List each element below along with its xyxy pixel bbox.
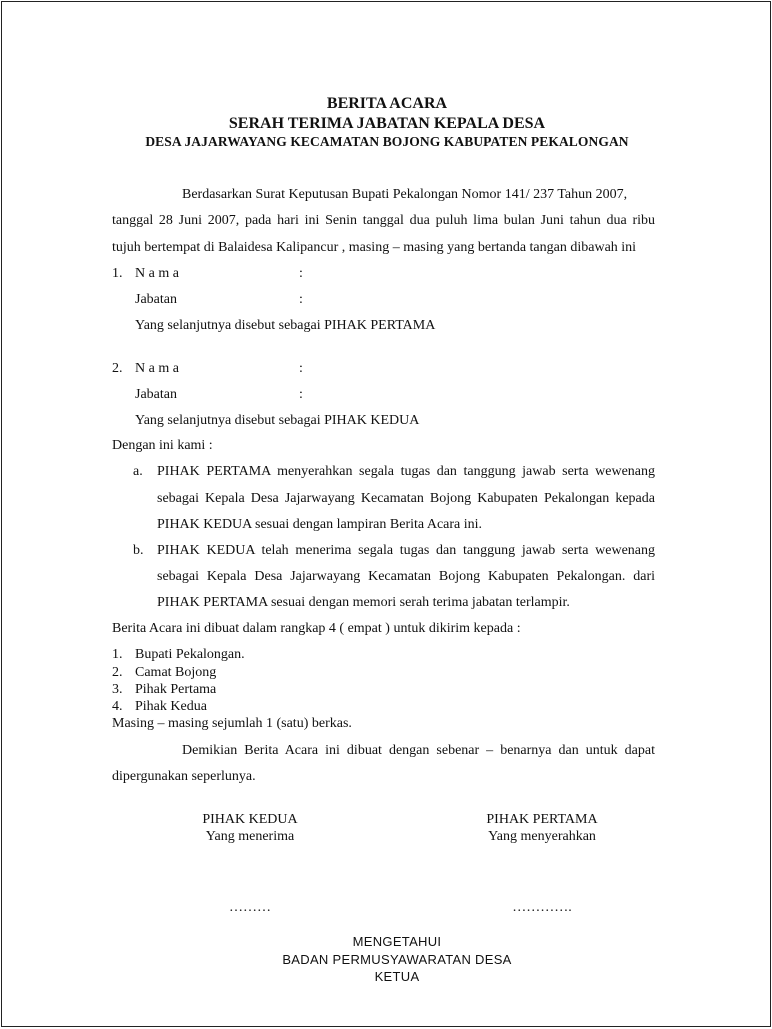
recipient-1-name: Bupati Pekalongan. <box>135 647 245 662</box>
acknowledge-label: MENGETAHUI <box>352 934 442 949</box>
board-label: BADAN PERMUSYAWARATAN DESA <box>282 952 512 967</box>
statement-b-line-2: sebagai Kepala Desa Jajarwayang Kecamatan Bojong Kabupaten Pekalongan. dari <box>157 569 655 584</box>
statement-a-line-2: sebagai Kepala Desa Jajarwayang Kecamatan Bojong Kabupaten Pekalongan kepada <box>157 491 655 506</box>
statement-a-line-1: PIHAK PERTAMA menyerahkan segala tugas dan tanggung jawab serta wewenang <box>157 464 655 479</box>
document-title: BERITA ACARA <box>326 95 448 112</box>
intro-line-2: tanggal 28 Juni 2007, pada hari ini Senin tanggal dua puluh lima bulan Juni tahun dua ribu <box>112 213 655 228</box>
party-1-designation: Yang selanjutnya disebut sebagai PIHAK PERTAMA <box>135 318 436 333</box>
document-page <box>1 1 771 1027</box>
recipient-4-number: 4. <box>112 699 123 714</box>
closing-line-1: Demikian Berita Acara ini dibuat dengan sebenar – benarnya dan untuk dapat <box>182 743 655 758</box>
statement-a-letter: a. <box>133 464 143 479</box>
signature-right-party: PIHAK PERTAMA <box>486 812 598 827</box>
recipient-1-number: 1. <box>112 647 123 662</box>
statement-intro: Dengan ini kami : <box>112 438 213 453</box>
chair-label: KETUA <box>374 969 420 984</box>
recipient-2-number: 2. <box>112 665 123 680</box>
party-1-number: 1. <box>112 266 123 281</box>
signature-right-dots: …………. <box>512 900 572 915</box>
recipient-3-name: Pihak Pertama <box>135 682 217 697</box>
copies-count: Masing – masing sejumlah 1 (satu) berkas. <box>112 716 352 731</box>
statement-b-letter: b. <box>133 543 144 558</box>
statement-a-line-3: PIHAK KEDUA sesuai dengan lampiran Berita Acara ini. <box>157 517 483 532</box>
intro-line-1: Berdasarkan Surat Keputusan Bupati Pekalongan Nomor 141/ 237 Tahun 2007, <box>182 187 628 202</box>
signature-right-role: Yang menyerahkan <box>488 829 596 844</box>
party-1-name-label: N a m a <box>135 266 179 281</box>
party-1-name-colon: : <box>299 266 303 281</box>
party-2-name-colon: : <box>299 361 303 376</box>
party-2-position-label: Jabatan <box>135 387 177 402</box>
recipient-4-name: Pihak Kedua <box>135 699 207 714</box>
copies-line: Berita Acara ini dibuat dalam rangkap 4 ( empat ) untuk dikirim kepada : <box>112 621 521 636</box>
party-2-designation: Yang selanjutnya disebut sebagai PIHAK KEDUA <box>135 413 420 428</box>
recipient-3-number: 3. <box>112 682 123 697</box>
statement-b-line-3: PIHAK PERTAMA sesuai dengan memori serah terima jabatan terlampir. <box>157 595 570 610</box>
signature-left-party: PIHAK KEDUA <box>202 812 298 827</box>
statement-b-line-1: PIHAK KEDUA telah menerima segala tugas dan tanggung jawab serta wewenang <box>157 543 655 558</box>
document-subtitle: SERAH TERIMA JABATAN KEPALA DESA <box>228 115 546 132</box>
party-1-position-label: Jabatan <box>135 292 177 307</box>
signature-left-role: Yang menerima <box>205 829 295 844</box>
party-2-position-colon: : <box>299 387 303 402</box>
party-2-number: 2. <box>112 361 123 376</box>
signature-left-dots: ……… <box>229 900 271 915</box>
party-2-name-label: N a m a <box>135 361 179 376</box>
recipient-2-name: Camat Bojong <box>135 665 217 680</box>
party-1-position-colon: : <box>299 292 303 307</box>
intro-line-3: tujuh bertempat di Balaidesa Kalipancur , masing – masing yang bertanda tangan dibawah ini <box>112 240 637 255</box>
closing-line-2: dipergunakan seperlunya. <box>112 769 256 784</box>
document-location: DESA JAJARWAYANG KECAMATAN BOJONG KABUPATEN PEKALONGAN <box>145 134 629 149</box>
